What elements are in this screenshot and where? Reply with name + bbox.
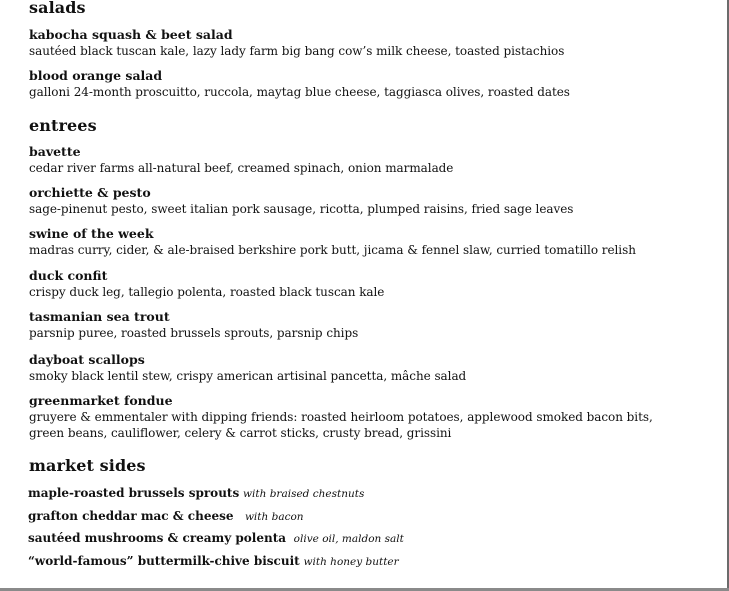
side-name: “world-famous” buttermilk-chive biscuit [28, 553, 300, 568]
item-name: bavette [29, 144, 81, 159]
item-description: sautéed black tuscan kale, lazy lady farm big bang cow’s milk cheese, toasted pistachios [29, 44, 565, 58]
item-name: greenmarket fondue [29, 393, 173, 408]
side-note: with honey butter [303, 555, 399, 568]
item-description: sage-pinenut pesto, sweet italian pork sausage, ricotta, plumped raisins, fried sage leaves [29, 202, 574, 216]
side-item [28, 483, 404, 506]
menu-item [29, 352, 466, 384]
section-title-market-sides: market sides [29, 456, 146, 475]
side-item [28, 528, 404, 551]
side-item [28, 506, 404, 529]
item-name: kabocha squash & beet salad [29, 27, 233, 42]
item-description: madras curry, cider, & ale-braised berkshire pork butt, jicama & fennel slaw, curried tomatillo relish [29, 243, 636, 257]
item-description: smoky black lentil stew, crispy american artisinal pancetta, mâche salad [29, 369, 467, 383]
sides-list [28, 483, 404, 573]
item-name: tasmanian sea trout [29, 309, 170, 324]
side-name: maple-roasted brussels sprouts [28, 486, 240, 500]
item-description: parsnip puree, roasted brussels sprouts, parsnip chips [29, 326, 359, 340]
menu-item [29, 185, 573, 217]
side-note: with bacon [244, 510, 304, 523]
item-name: dayboat scallops [29, 352, 145, 367]
item-description: gruyere & emmentaler with dipping friends: roasted heirloom potatoes, applewood smoked bacon bits, [29, 410, 653, 424]
side-note: olive oil, maldon salt [293, 533, 404, 545]
menu-item [29, 144, 453, 176]
menu-item [29, 27, 564, 59]
item-name: swine of the week [29, 226, 154, 241]
item-description: galloni 24-month proscuitto, ruccola, maytag blue cheese, taggiascа olives, roasted dates [29, 85, 570, 99]
menu-item [29, 226, 636, 258]
item-description-continued: green beans, cauliflower, celery & carrot sticks, crusty bread, grissini [29, 426, 452, 440]
section-title-entrees: entrees [29, 116, 97, 135]
menu-item [29, 68, 570, 100]
menu-item [29, 309, 358, 341]
side-note: with braised chestnuts [243, 488, 365, 500]
section-title-salads: salads [29, 0, 86, 17]
item-name: blood orange salad [29, 68, 163, 83]
item-name: orchiette & pesto [29, 185, 151, 200]
menu-item [29, 393, 653, 441]
side-name: sautéed mushrooms & creamy polenta [28, 531, 287, 545]
side-item [28, 551, 404, 574]
item-description: cedar river farms all-natural beef, creamed spinach, onion marmalade [29, 161, 454, 175]
item-name: duck confit [29, 268, 108, 283]
menu-item [29, 268, 384, 300]
item-description: crispy duck leg, tallegio polenta, roasted black tuscan kale [29, 285, 385, 299]
side-name: grafton cheddar mac & cheese [28, 508, 234, 523]
